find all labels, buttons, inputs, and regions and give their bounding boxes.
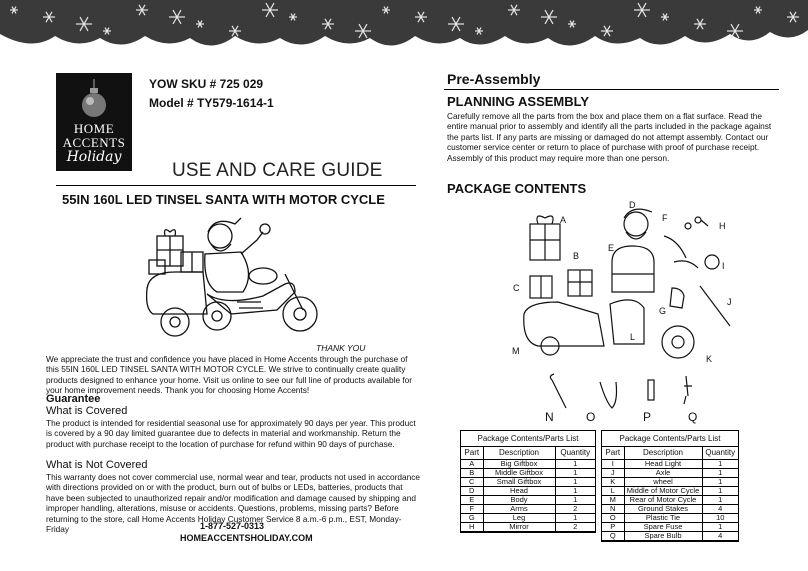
table-cell-part: M bbox=[602, 495, 624, 504]
santa-motorcycle-illustration bbox=[145, 214, 325, 344]
table-cell-part: E bbox=[461, 495, 483, 504]
table-cell-desc: Head Light bbox=[624, 459, 702, 468]
title-divider bbox=[56, 185, 416, 186]
ornament-icon bbox=[80, 79, 108, 119]
logo-line-accents: ACCENTS bbox=[62, 135, 126, 150]
table-cell-qty: 1 bbox=[555, 459, 595, 468]
not-covered-heading: What is Not Covered bbox=[46, 459, 148, 471]
table-cell-qty: 1 bbox=[702, 468, 738, 477]
table-cell-part: Q bbox=[602, 531, 624, 540]
part-label-h: H bbox=[719, 221, 726, 231]
col-description: Description bbox=[483, 447, 555, 459]
table-row bbox=[461, 459, 595, 468]
table-cell-part: L bbox=[602, 486, 624, 495]
table-cell-qty: 1 bbox=[555, 486, 595, 495]
table-cell-part: G bbox=[461, 513, 483, 522]
table-cell-qty: 2 bbox=[555, 504, 595, 513]
table-cell-qty: 10 bbox=[702, 513, 738, 522]
intro-paragraph: We appreciate the trust and confidence you have placed in Home Accents through the purchase of this 55IN 160L LED TINSEL SANTA WITH MOTOR CYCLE. We strive to continually create quality products designed to enhance your home. Visit us online to see our full line of products available for your home improvement needs. Thank you for choosing Home Accents! bbox=[46, 354, 413, 396]
part-label-f: F bbox=[662, 213, 668, 223]
table-cell-desc: Body bbox=[483, 495, 555, 504]
part-label-e: E bbox=[608, 243, 615, 253]
table-cell-part: K bbox=[602, 477, 624, 486]
part-label-a: A bbox=[560, 215, 567, 225]
part-label-i: I bbox=[722, 261, 725, 271]
product-title: 55IN 160L LED TINSEL SANTA WITH MOTOR CYCLE bbox=[62, 192, 385, 207]
part-label-o: O bbox=[586, 410, 596, 424]
part-label-l: L bbox=[630, 332, 636, 342]
table-cell-qty: 4 bbox=[702, 531, 738, 540]
pre-assembly-heading: Pre-Assembly bbox=[447, 71, 541, 87]
parts-illustration bbox=[508, 196, 768, 426]
table-row bbox=[461, 486, 595, 495]
table-row bbox=[602, 531, 738, 540]
table-cell-desc: wheel bbox=[624, 477, 702, 486]
table-cell-desc: Leg bbox=[483, 513, 555, 522]
table-cell-part: O bbox=[602, 513, 624, 522]
package-contents-heading: PACKAGE CONTENTS bbox=[447, 181, 587, 196]
parts-table-caption: Package Contents/Parts List bbox=[602, 431, 738, 447]
table-cell-qty: 1 bbox=[702, 522, 738, 531]
table-cell-desc: Spare Fuse bbox=[624, 522, 702, 531]
website-link[interactable]: HOMEACCENTSHOLIDAY.COM bbox=[180, 533, 313, 543]
table-row bbox=[602, 459, 738, 468]
covered-heading: What is Covered bbox=[46, 405, 128, 417]
table-cell-qty: 1 bbox=[555, 468, 595, 477]
table-cell-desc: Small Giftbox bbox=[483, 477, 555, 486]
table-cell-part: C bbox=[461, 477, 483, 486]
guide-title: USE AND CARE GUIDE bbox=[172, 160, 383, 181]
table-cell-qty: 1 bbox=[555, 477, 595, 486]
table-cell-part: J bbox=[602, 468, 624, 477]
table-row bbox=[602, 504, 738, 513]
not-covered-paragraph: This warranty does not cover commercial use, normal wear and tear, products not used in accordance with directions provided on or with the product, burn out of bulbs or LEDs, batteries, products that have been subjected to unauthorized repair and/or modification and damage caused by shipping and improper handling, alterations, misuse or accidents. Questions, problems, missing parts? Before returning to the store, call Home Accents Holiday Customer Service 8 a.m.-6 p.m., EST, Monday-Friday bbox=[46, 472, 421, 535]
parts-table-left bbox=[460, 430, 596, 533]
part-label-c: C bbox=[513, 283, 520, 293]
table-cell-desc: Arms bbox=[483, 504, 555, 513]
part-label-m: M bbox=[512, 346, 520, 356]
model-number: Model # TY579-1614-1 bbox=[149, 96, 274, 110]
col-quantity: Quantity bbox=[555, 447, 595, 459]
logo-line-holiday: Holiday bbox=[66, 149, 122, 165]
part-label-b: B bbox=[573, 251, 580, 261]
table-cell-qty: 1 bbox=[702, 459, 738, 468]
table-row bbox=[461, 522, 595, 531]
part-label-k: K bbox=[706, 354, 713, 364]
table-cell-part: B bbox=[461, 468, 483, 477]
table-cell-desc: Head bbox=[483, 486, 555, 495]
table-cell-qty: 1 bbox=[702, 486, 738, 495]
table-cell-part: D bbox=[461, 486, 483, 495]
table-cell-qty: 2 bbox=[555, 522, 595, 531]
table-row bbox=[461, 513, 595, 522]
table-cell-qty: 4 bbox=[702, 504, 738, 513]
table-cell-part: H bbox=[461, 522, 483, 531]
part-label-d: D bbox=[629, 200, 636, 210]
table-row bbox=[602, 522, 738, 531]
table-cell-qty: 1 bbox=[702, 477, 738, 486]
covered-paragraph: The product is intended for residential seasonal use for approximately 90 days per year. This product is covered by a 90 day limited guarantee due to defects in material and workmanship. Return the product with purchase receipt to the location of purchase for refund within 90 days of purchase. bbox=[46, 418, 416, 449]
table-row bbox=[461, 468, 595, 477]
logo-line-home: HOME bbox=[73, 121, 115, 136]
col-quantity: Quantity bbox=[702, 447, 738, 459]
table-cell-desc: Mirror bbox=[483, 522, 555, 531]
table-cell-qty: 1 bbox=[555, 495, 595, 504]
table-row bbox=[461, 477, 595, 486]
table-cell-part: I bbox=[602, 459, 624, 468]
part-label-q: Q bbox=[688, 410, 698, 424]
pre-assembly-divider bbox=[444, 89, 779, 90]
parts-table-right bbox=[601, 430, 739, 542]
table-cell-desc: Ground Stakes bbox=[624, 504, 702, 513]
planning-paragraph: Carefully remove all the parts from the box and place them on a flat surface. Read the entire manual prior to assembly and identify all the parts included in the package against the parts list. If any parts are missing or damaged do not attempt assembly. Contact our customer service center or return to place of purchase with proof of purchase receipt. Assembly of this product may require more than one person. bbox=[447, 111, 772, 163]
table-row bbox=[602, 513, 738, 522]
col-part: Part bbox=[461, 447, 483, 459]
part-label-p: P bbox=[643, 410, 652, 424]
customer-service-phone: 1-877-527-0313 bbox=[200, 521, 265, 531]
table-cell-qty: 1 bbox=[702, 495, 738, 504]
snowflake-banner bbox=[0, 0, 808, 58]
table-row bbox=[602, 486, 738, 495]
table-cell-desc: Rear of Motor Cycle bbox=[624, 495, 702, 504]
planning-assembly-heading: PLANNING ASSEMBLY bbox=[447, 94, 590, 109]
table-cell-desc: Middle of Motor Cycle bbox=[624, 486, 702, 495]
table-row bbox=[461, 495, 595, 504]
table-cell-desc: Plastic Tie bbox=[624, 513, 702, 522]
table-cell-desc: Middle Giftbox bbox=[483, 468, 555, 477]
table-cell-desc: Big Giftbox bbox=[483, 459, 555, 468]
thank-you-heading: THANK YOU bbox=[316, 343, 366, 353]
part-label-n: N bbox=[545, 410, 554, 424]
table-row bbox=[602, 468, 738, 477]
sku-number: YOW SKU # 725 029 bbox=[149, 77, 264, 91]
part-label-g: G bbox=[659, 306, 667, 316]
table-cell-desc: Axle bbox=[624, 468, 702, 477]
guarantee-heading: Guarantee bbox=[46, 393, 101, 405]
table-cell-qty: 1 bbox=[555, 513, 595, 522]
table-cell-part: A bbox=[461, 459, 483, 468]
table-cell-part: N bbox=[602, 504, 624, 513]
table-row bbox=[602, 495, 738, 504]
col-part: Part bbox=[602, 447, 624, 459]
table-cell-part: F bbox=[461, 504, 483, 513]
table-row bbox=[461, 504, 595, 513]
parts-table-caption: Package Contents/Parts List bbox=[461, 431, 595, 447]
part-label-j: J bbox=[727, 297, 732, 307]
home-accents-holiday-logo bbox=[56, 73, 132, 171]
table-row bbox=[602, 477, 738, 486]
table-cell-part: P bbox=[602, 522, 624, 531]
col-description: Description bbox=[624, 447, 702, 459]
table-cell-desc: Spare Bulb bbox=[624, 531, 702, 540]
